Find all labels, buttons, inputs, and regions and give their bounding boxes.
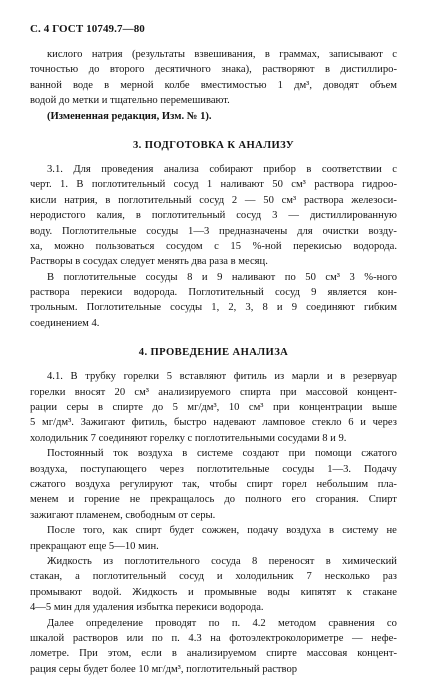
running-head: С. 4 ГОСТ 10749.7—80 [30, 22, 397, 37]
text-line: 5 мг/дм³. Зажигают фитиль, быстро надевают ламповое стекло 6 и через [30, 415, 397, 430]
paragraph [30, 369, 397, 446]
text-line: (Измененная редакция, Изм. № 1). [30, 109, 397, 124]
text-line: водой до метки и тщательно перемешивают. [30, 93, 397, 108]
text-line: кисли натрия, в поглотительный сосуд 2 — 50 см³ раствора железоси- [30, 193, 397, 208]
text-line: 4—5 мин для удаления избытка перекиси водорода. [30, 600, 397, 615]
text-line: зажигают пламенем, свободным от серы. [30, 508, 397, 523]
document-body [30, 47, 397, 677]
text-line: черт. 1. В поглотительный сосуд 1 наливают 50 см³ раствора гидроо- [30, 177, 397, 192]
text-line: воздуха, поступающего через поглотительные сосуды 1—3. Подачу [30, 462, 397, 477]
text-line: точностью до второго десятичного знака), растворяют в дистиллиро- [30, 62, 397, 77]
text-line: воду. Поглотительные сосуды 1—3 предназначены для очистки возду- [30, 224, 397, 239]
text-line: лометре. При этом, если в анализируемом спирте массовая концент- [30, 646, 397, 661]
paragraph [30, 162, 397, 270]
text-line: рации серы в спирте до 5 мг/дм³, 10 см³ при концентрации выше [30, 400, 397, 415]
text-line: Растворы в сосудах следует менять два раза в месяц. [30, 254, 397, 269]
text-line: кислого натрия (результаты взвешивания, в граммах, записывают с [30, 47, 397, 62]
text-line: Далее определение проводят по п. 4.2 методом сравнения со [30, 616, 397, 631]
paragraph [30, 616, 397, 677]
text-line: прекращают еще 5—10 мин. [30, 539, 397, 554]
text-line: соединением 4. [30, 316, 397, 331]
text-line: неродистого калия, в поглотительный сосуд 3 — дистиллированную [30, 208, 397, 223]
text-line: После того, как спирт будет сожжен, подачу воздуха в систему не [30, 523, 397, 538]
section-heading: 4. ПРОВЕДЕНИЕ АНАЛИЗА [30, 345, 397, 360]
text-line: промывают водой. Жидкость и промывные воды кипятят к стакане [30, 585, 397, 600]
text-line: сжатого воздуха регулируют так, чтобы спирт горел небольшим пла- [30, 477, 397, 492]
text-line: 3.1. Для проведения анализа собирают прибор в соответствии с [30, 162, 397, 177]
text-line: шкалой растворов или по п. 4.3 на фотоэлектроколориметре — нефе- [30, 631, 397, 646]
paragraph [30, 523, 397, 554]
text-line: рация серы будет более 10 мг/дм³, поглотительный раствор [30, 662, 397, 677]
text-line: менем и горение не прекращалось до полного его сгорания. Спирт [30, 492, 397, 507]
text-line: ха, можно пользоваться сосудом с 15 %-ной перекисью водорода. [30, 239, 397, 254]
text-line: холодильник 7 соединяют горелку с поглотительными сосудами 8 и 9. [30, 431, 397, 446]
paragraph [30, 47, 397, 109]
text-line: раствора перекиси водорода. Поглотительный сосуд 9 является кон- [30, 285, 397, 300]
text-line: горелки вносят 20 см³ анализируемого спирта при массовой концент- [30, 385, 397, 400]
paragraph [30, 446, 397, 523]
text-line: 4.1. В трубку горелки 5 вставляют фитиль из марли и в резервуар [30, 369, 397, 384]
text-line: трольным. Поглотительные сосуды 1, 2, 3, 8 и 9 соединяют гибким [30, 300, 397, 315]
amendment-note [30, 109, 397, 124]
text-line: стакан, а поглотительный сосуд и холодильник 7 несколько раз [30, 569, 397, 584]
text-line: ванной воде в мерной колбе вместимостью 1 дм³, доводят объем [30, 78, 397, 93]
text-line: Жидкость из поглотительного сосуда 8 переносят в химический [30, 554, 397, 569]
paragraph [30, 270, 397, 332]
text-line: В поглотительные сосуды 8 и 9 наливают по 50 см³ 3 %-ного [30, 270, 397, 285]
text-line: Постоянный ток воздуха в системе создают при помощи сжатого [30, 446, 397, 461]
paragraph [30, 554, 397, 616]
section-heading: 3. ПОДГОТОВКА К АНАЛИЗУ [30, 138, 397, 153]
